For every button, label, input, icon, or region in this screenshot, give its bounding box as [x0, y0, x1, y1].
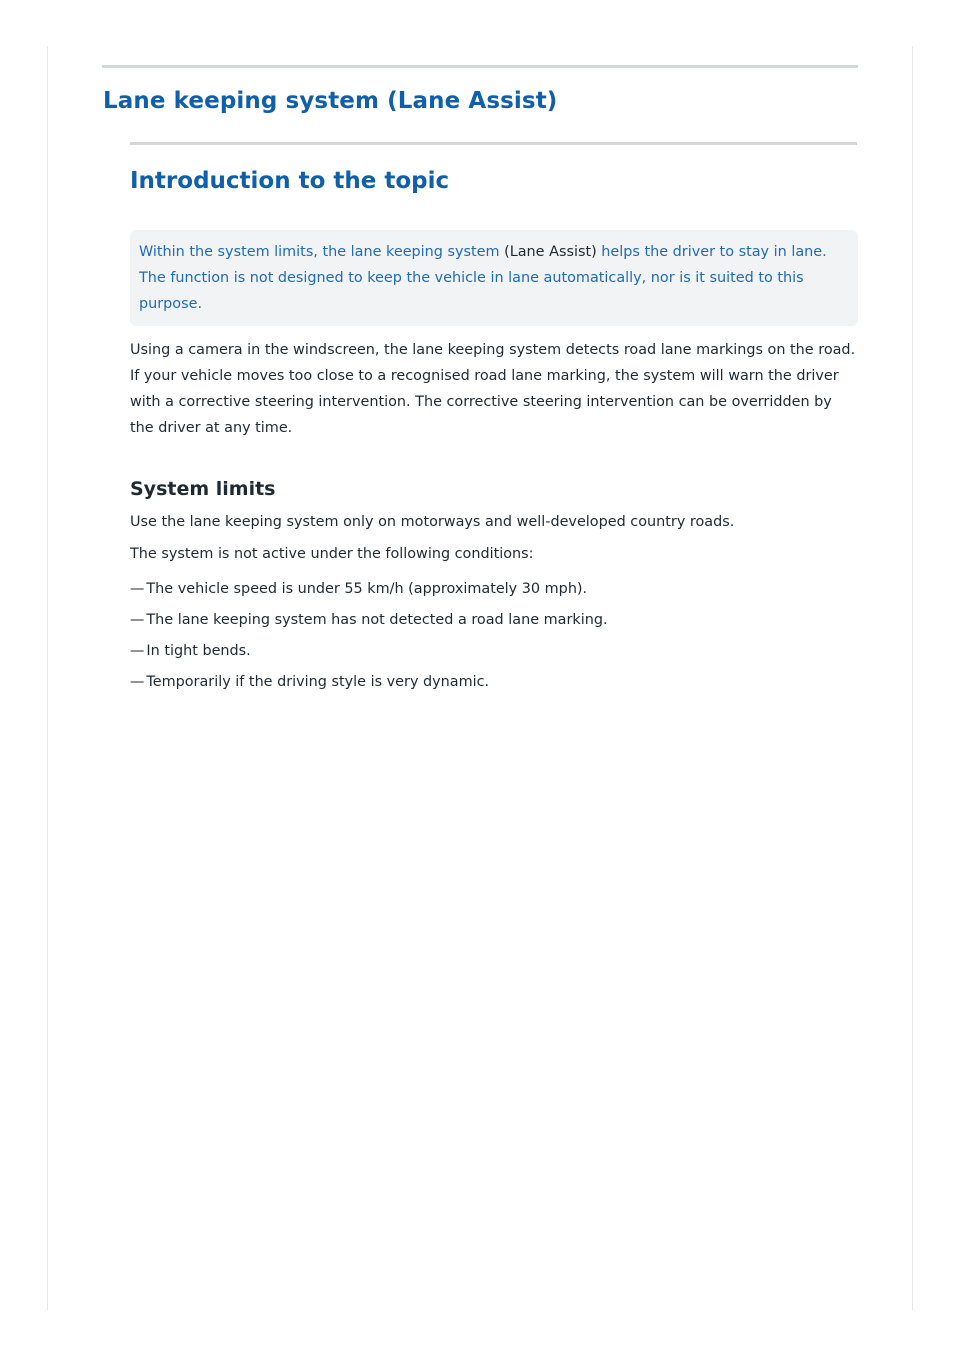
list-item-text: In tight bends. — [146, 643, 251, 659]
list-item-text: The vehicle speed is under 55 km/h (approximately 30 mph). — [146, 581, 588, 597]
section-title: Introduction to the topic — [130, 168, 450, 194]
list-dash: — — [130, 612, 145, 628]
intro-note-box — [130, 230, 858, 326]
system-limits-usage-text: Use the lane keeping system only on motorways and well-developed country roads. — [130, 514, 735, 530]
conditions-list — [130, 576, 858, 700]
page-margin-right — [912, 46, 913, 1310]
main-paragraph: Using a camera in the windscreen, the lane keeping system detects road lane markings on the road. If your vehicle moves too close to a recognised road lane marking, the system will warn the driver with a corrective steering intervention. The corrective steering intervention can be overridden by the driver at any time. — [130, 342, 856, 436]
chapter-title: Lane keeping system (Lane Assist) — [103, 88, 558, 114]
system-limits-conditions-intro: The system is not active under the following conditions: — [130, 546, 534, 562]
chapter-divider — [102, 65, 858, 68]
intro-text-part1: Within the system limits, the lane keeping system — [139, 244, 505, 260]
section-divider — [130, 142, 857, 145]
page-margin-left — [47, 46, 48, 1310]
list-item — [130, 576, 858, 607]
list-dash: — — [130, 674, 145, 690]
list-item — [130, 638, 858, 669]
list-item-text: Temporarily if the driving style is very dynamic. — [146, 674, 490, 690]
list-item — [130, 607, 858, 638]
intro-system-name: (Lane Assist) — [504, 244, 597, 260]
intro-text-part3: helps the driver to stay in lane. The function is not designed to keep the vehicle in lane automatically, nor is it suited to this purpose. — [139, 244, 827, 312]
system-limits-heading: System limits — [130, 478, 276, 500]
list-item — [130, 669, 858, 700]
list-dash: — — [130, 643, 145, 659]
list-dash: — — [130, 581, 145, 597]
list-item-text: The lane keeping system has not detected a road lane marking. — [146, 612, 608, 628]
